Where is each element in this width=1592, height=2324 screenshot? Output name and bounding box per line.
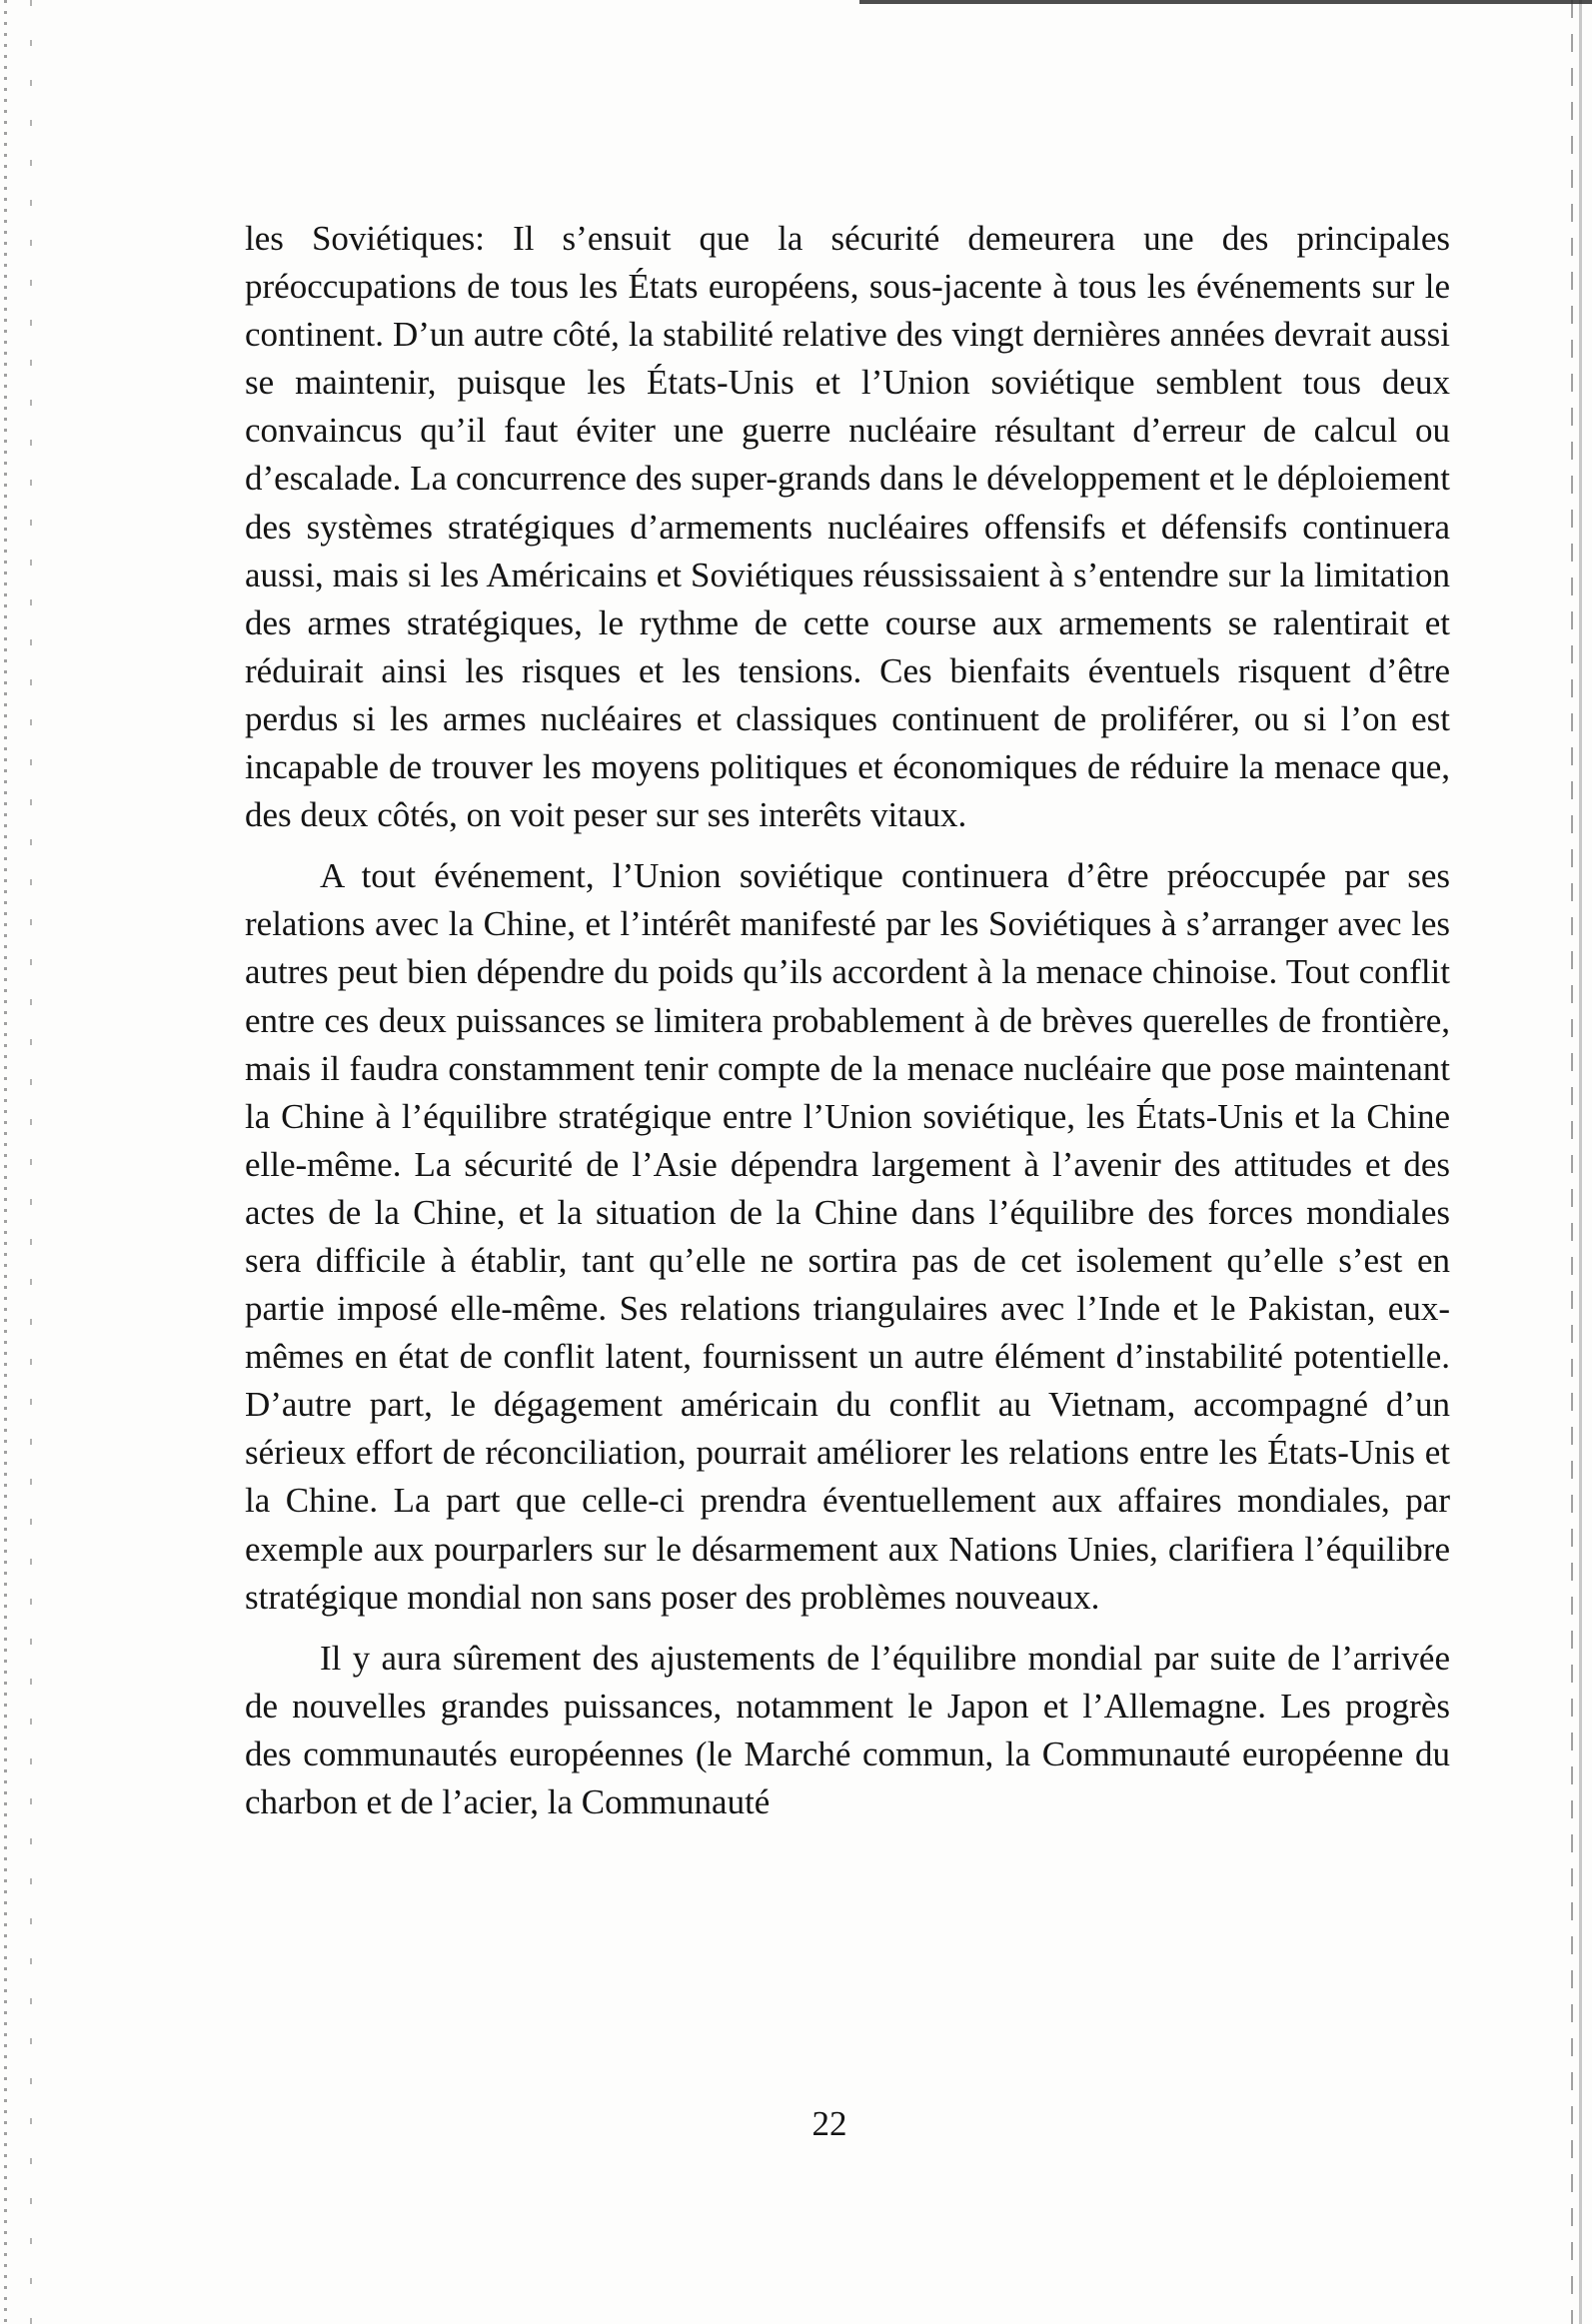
- body-text: [245, 215, 1450, 1826]
- scan-right-edge-outer: [1579, 0, 1582, 2324]
- scan-right-edge: [1571, 0, 1573, 2324]
- scan-top-border: [859, 0, 1592, 4]
- paragraph-2: A tout événement, l’Union soviétique continuera d’être préoccupée par ses relations avec la Chine, et l’intérêt manifesté par les Soviétiques à s’arranger avec les autres peut bien dépendre du poids qu’ils accordent à la menace chinoise. Tout conflit entre ces deux puissances se limitera probablement à de brèves querelles de frontière, mais il faudra constamment tenir compte de la menace nucléaire que pose maintenant la Chine à l’équilibre stratégique entre l’Union soviétique, les États-Unis et la Chine elle-même. La sécurité de l’Asie dépendra largement à l’avenir des attitudes et des actes de la Chine, et la situation de la Chine dans l’équilibre des forces mondiales sera difficile à établir, tant qu’elle ne sortira pas de cet isolement qu’elle s’est en partie imposé elle-même. Ses relations triangulaires avec l’Inde et le Pakistan, eux-mêmes en état de conflit latent, fournissent un autre élément d’instabilité potentielle. D’autre part, le dégagement américain du conflit au Vietnam, accompagné d’un sérieux effort de réconciliation, pourrait améliorer les relations entre les États-Unis et la Chine. La part que celle-ci prendra éventuellement aux affaires mondiales, par exemple aux pourparlers sur le désarmement aux Nations Unies, clarifiera l’équilibre stratégique mondial non sans poser des problèmes nouveaux.: [245, 856, 1450, 1617]
- scan-left-edge-inner: [30, 0, 32, 2324]
- scan-left-edge: [4, 0, 7, 2324]
- paragraph-1: les Soviétiques: Il s’ensuit que la sécurité demeurera une des principales préoccupations de tous les États européens, sous-jacente à tous les événements sur le continent. D’un autre côté, la stabilité relative des vingt dernières années devrait aussi se maintenir, puisque les États-Unis et l’Union soviétique semblent tous deux convaincus qu’il faut éviter une guerre nucléaire résultant d’erreur de calcul ou d’escalade. La concurrence des super-grands dans le développement et le déploiement des systèmes stratégiques d’armements nucléaires offensifs et défensifs continuera aussi, mais si les Américains et Soviétiques réussissaient à s’entendre sur la limitation des armes stratégiques, le rythme de cette course aux armements se ralentirait et réduirait ainsi les risques et les tensions. Ces bienfaits éventuels risquent d’être perdus si les armes nucléaires et classiques continuent de proliférer, ou si l’on est incapable de trouver les moyens politiques et économiques de réduire la menace que, des deux côtés, on voit peser sur ses interêts vitaux.: [245, 219, 1450, 835]
- paragraph-3: Il y aura sûrement des ajustements de l’équilibre mondial par suite de l’arrivée de nouvelles grandes puissances, notamment le Japon et l’Allemagne. Les progrès des communautés européennes (le Marché commun, la Communauté européenne du charbon et de l’acier, la Communauté: [245, 1638, 1450, 1821]
- page-number: 22: [811, 2104, 847, 2143]
